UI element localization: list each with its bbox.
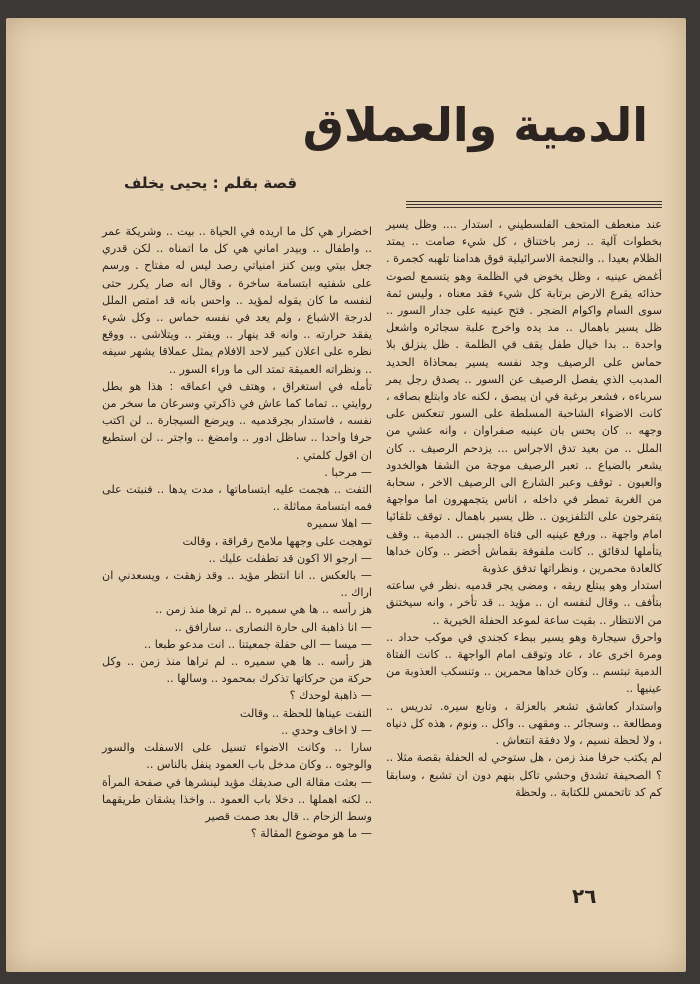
magazine-page — [6, 18, 686, 972]
paragraph: واستدار كعاشق تشعر بالعزلة ، وتابع سيره. تدريس .. ومطالعة .. وسجائر .. ومقهى .. واكل .. ونوم ، هذه كل دنياه ، ولا لحظة نسيم ، ولا دفقة انتعاش . — [386, 699, 662, 748]
paragraph: توهجت على وجهها ملامح رقراقة ، وقالت — [182, 534, 372, 548]
paragraph: هز رأسه .. ها هي سميره .. لم تراها منذ زمن .. وكل حركة من حركاتها تذكرك بمحمود .. وسالها .. — [102, 655, 372, 686]
dialogue-line: — ميسا — الى حفلة جمعيتنا .. انت مدعو طبعا .. — [144, 637, 372, 651]
dialogue-line: — ارجو الا اكون قد تطفلت عليك .. — [208, 551, 372, 565]
dialogue-line: — ذاهبة لوحدك ؟ — [289, 689, 372, 703]
page-number: ٢٦ — [572, 884, 597, 908]
dialogue-line: — لا اخاف وحدي .. — [281, 723, 372, 737]
title-rule — [406, 201, 662, 208]
left-text-column — [102, 223, 372, 842]
author-byline: قصة بقلم : يحيى يخلف — [124, 174, 298, 192]
dialogue-line: — مرحبا . — [324, 465, 372, 479]
paragraph: اخضرار هي كل ما اريده في الحياة .. بيت .. وشريكة عمر .. واطفال .. وبيدر اماني هي كل ما اتمناه .. لكن قدري جعل بيتي وبين كنز امنياتي رصد ليس له مفتاح . ورسم على شفتيه ابتسامة ساخرة ، وقال انه صار يكرر حتى لنفسه ما كان يقوله لمؤيد .. واحس بانه قد امتص الملل لدرجة الاشباع ، ولم يعد في نفسه حماس .. وكل شيء يفقد حرارته .. وانه قد ينهار .. ويفتر .. ويتلاشى .. ووقع نظره على اعلان كبير لاحد الافلام يمثل عملاقا يشهر سيفه .. ونظراته العميقة تمتد الى ما وراء السور .. — [102, 225, 372, 376]
paragraph: التفت .. هجمت عليه ابتساماتها ، مدت يدها .. فنبتت على فمه ابتسامة مماثلة .. — [102, 483, 372, 514]
paragraph: سارا .. وكانت الاضواء تسيل على الاسفلت والسور والوجوه .. وكان مدخل باب العمود ينفل بالناس .. — [102, 741, 372, 772]
dialogue-line: — انا ذاهبة الى حارة النصارى .. سارافق .. — [174, 620, 372, 634]
dialogue-line: — بالعكس .. انا انتظر مؤيد .. وقد زهقت ، ويسعدني ان اراك .. — [102, 569, 372, 600]
paragraph: لم يكتب حرفا منذ زمن ، هل ستوحي له الحفلة بقصة مثلا .. ؟ الصحيفة تشدق وحشي تاكل بنهم دون ان تشبع ، وسابقا كم كد تاتحمس للكتابة .. ولحظة — [386, 751, 662, 799]
story-title: الدمية والعملاق — [302, 98, 648, 152]
paragraph: تأمله في استغراق ، وهتف في اعماقه : هذا هو بطل روايتي .. تماما كما عاش في ذاكرتي وسرعان ما سخر من نفسه ، فاستدار بجرقدميه .. ويرضع السيجارة .. لن اكتب حرفا واحدا .. ساظل ادور .. وامضغ .. واجتر .. لن استطيع ان اقول كلمتي . — [102, 379, 372, 462]
paragraph: واحرق سيجارة وهو يسير ببطء كجندي في موكب حداد .. ومرة اخرى عاد ، عاد وتوقف امام الواجهة .. كانت الفتاة الدمية تبتسم .. وكان خداها محمرين .. وتنسكب العذوبة من عينيها .. — [386, 630, 662, 696]
dialogue-line: — اهلا سميره — [306, 517, 372, 531]
right-text-column — [386, 216, 662, 801]
paragraph: استدار وهو يبتلع ريقه ، ومضى يجر قدميه .نظر في ساعته بتأفف .. وقال لنفسه ان .. مؤيد .. قد تأخر ، وانه سيختنق من الانتظار .. بقيت ساعة لموعد الحفلة الخيرية .. — [386, 579, 662, 627]
dialogue-line: — بعثت مقالة الى صديقك مؤيد لينشرها في صفحة المرأة .. لكنه اهملها .. دخلا باب العمود .. واخذا يشقان طريقهما وسط الزحام .. قال بعد صمت قصير — [102, 775, 372, 823]
paragraph: التفت عيناها للحظة .. وقالت — [239, 706, 372, 720]
paragraph: عند منعطف المتحف الفلسطيني ، استدار .... وظل يسير بخطوات آلية .. زمر باختناق ، كل شيء صامت .. يمتد الظلام بعيدا .. والنجمة الاسرائيلية فوق هدامنا تلهبه كجمرة . أغمض عينيه ، وظل يخوض في الظلمة وهو يتسمع لصوت حذائه يقرع الارض برتابة كل شيء فقد معناه ، وليس ثمة سوى السام واكوام الضجر . فتح عينيه على جدار السور .. ظل يسير باهمال .. مد يده واخرج علبة سجائره واشعل واحدة .. بدا خيال طفل يقف في الظلمة . ظل ينزلق بلا حماس على الرصيف وجد نفسه يسير بمحاذاة الحديد المدبب الذي يفصل الرصيف عن السور .. يصدق رجل يمر سرباءه ، فشعر برغبة في ان يبصق ، لكنه عاد وابتلع بصاقه ، كانت الاضواء الشاحبة المسلطة على السور تنعكس على وجهه .. كان يحس بان عينيه صفراوان ، وانه عشي من الملل .. من بعيد تدق الاجراس ... يزدحم الرصيف .. كان يشعر بالضياع .. تعبر الرصيف موجة من الشفا هوالخدود والعيون . توقف وعبر الشارع الى الرصيف الاخر ، سحابة من الغربة تمطر في داخله ، اناس يتجمهرون اما مواجهة يتفرجون على التلفزيون .. ظل يسير باهمال . توقف تلقائيا امام واجهة .. ورفع عينيه الى فتاة الجبس .. الدمية .. وقف يتأملها لدقائق .. كانت ملفوفة بقماش أخضر .. وكان خداها كالعادة محمرين ، ونظراتها تدفق عذوبة — [386, 218, 662, 576]
paragraph: هز رأسه .. ها هي سميره .. لم ترها منذ زمن .. — [155, 603, 372, 617]
dialogue-line: — ما هو موضوع المقالة ؟ — [250, 827, 372, 841]
